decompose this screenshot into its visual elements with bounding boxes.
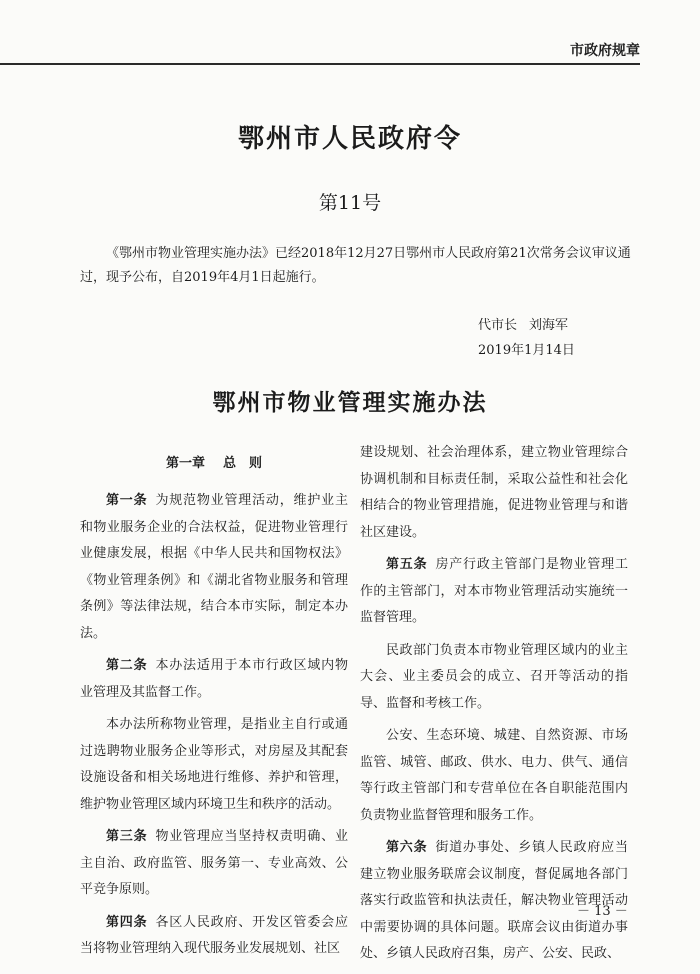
article-4-continued: 建设规划、社会治理体系，建立物业管理综合协调机制和目标责任制，采取公益性和社会化相结合的物业管理措施，促进物业管理与和谐社区建设。 — [360, 445, 628, 540]
header-rule — [0, 63, 640, 65]
chapter-heading — [80, 451, 348, 477]
section-label: 市政府规章 — [570, 43, 640, 59]
article-label: 第六条 — [386, 840, 428, 855]
article-5-paragraph-3: 公安、生态环境、城建、自然资源、市场监管、城管、邮政、供水、电力、供气、通信等行政主管部门和专营单位在各自职能范围内负责物业监督管理和服务工作。 — [360, 728, 628, 823]
article-text: 房产行政主管部门是物业管理工作的主管部门，对本市物业管理活动实施统一监督管理。 — [360, 557, 628, 625]
article-5-paragraph-2: 民政部门负责本市物业管理区域内的业主大会、业主委员会的成立、召开等活动的指导、监督和考核工作。 — [360, 642, 628, 711]
page-number: － 13 － — [577, 904, 628, 919]
right-column — [360, 440, 628, 974]
signature-line — [478, 314, 568, 333]
promulgation-text: 《鄂州市物业管理实施办法》已经2018年12月27日鄂州市人民政府第21次常务会议审议通过，现予公布，自2019年4月1日起施行。 — [80, 246, 631, 285]
article-2-paragraph: 本办法所称物业管理，是指业主自行或通过选聘物业服务企业等形式，对房屋及其配套设施设备和相关场地进行维修、养护和管理，维护物业管理区域内环境卫生和秩序的活动。 — [80, 717, 348, 812]
article-5 — [360, 552, 628, 632]
regulation-title: 鄂州市物业管理实施办法 — [212, 390, 488, 416]
article-text: 物业管理应当坚持权责明确、业主自治、政府监管、服务第一、专业高效、公平竞争原则。 — [80, 829, 348, 897]
article-label: 第三条 — [106, 829, 148, 844]
order-title: 鄂州市人民政府令 — [237, 124, 462, 154]
order-number: 第11号 — [318, 192, 382, 214]
chapter-number: 第一章 — [165, 456, 205, 471]
article-1 — [80, 488, 348, 647]
signatory-name: 刘海军 — [529, 318, 569, 333]
article-label: 第五条 — [386, 557, 428, 572]
article-text: 本办法适用于本市行政区域内物业管理及其监督工作。 — [80, 658, 348, 700]
left-column — [80, 440, 348, 969]
signature-date: 2019年1月14日 — [478, 343, 575, 358]
article-text: 街道办事处、乡镇人民政府应当建立物业服务联席会议制度，督促属地各部门落实行政监管和执法责任，解决物业管理活动中需要协调的具体问题。联席会议由街道办事处、乡镇人民政府召集，房产、公安、民政、 — [360, 840, 628, 961]
signatory-role: 代市长 — [478, 318, 518, 333]
article-label: 第四条 — [106, 914, 148, 930]
article-3 — [80, 824, 348, 904]
chapter-title: 总 则 — [223, 456, 263, 471]
article-4 — [80, 910, 348, 963]
article-label: 第一条 — [106, 493, 148, 508]
article-text: 为规范物业管理活动，维护业主和物业服务企业的合法权益，促进物业管理行业健康发展，根据《中华人民共和国物权法》《物业管理条例》和《湖北省物业服务和管理条例》等法律法规，结合本市实际，制定本办法。 — [80, 493, 348, 641]
article-2 — [80, 653, 348, 706]
article-text: 各区人民政府、开发区管委会应当将物业管理纳入现代服务业发展规划、社区 — [80, 914, 348, 956]
article-label: 第二条 — [106, 658, 148, 673]
